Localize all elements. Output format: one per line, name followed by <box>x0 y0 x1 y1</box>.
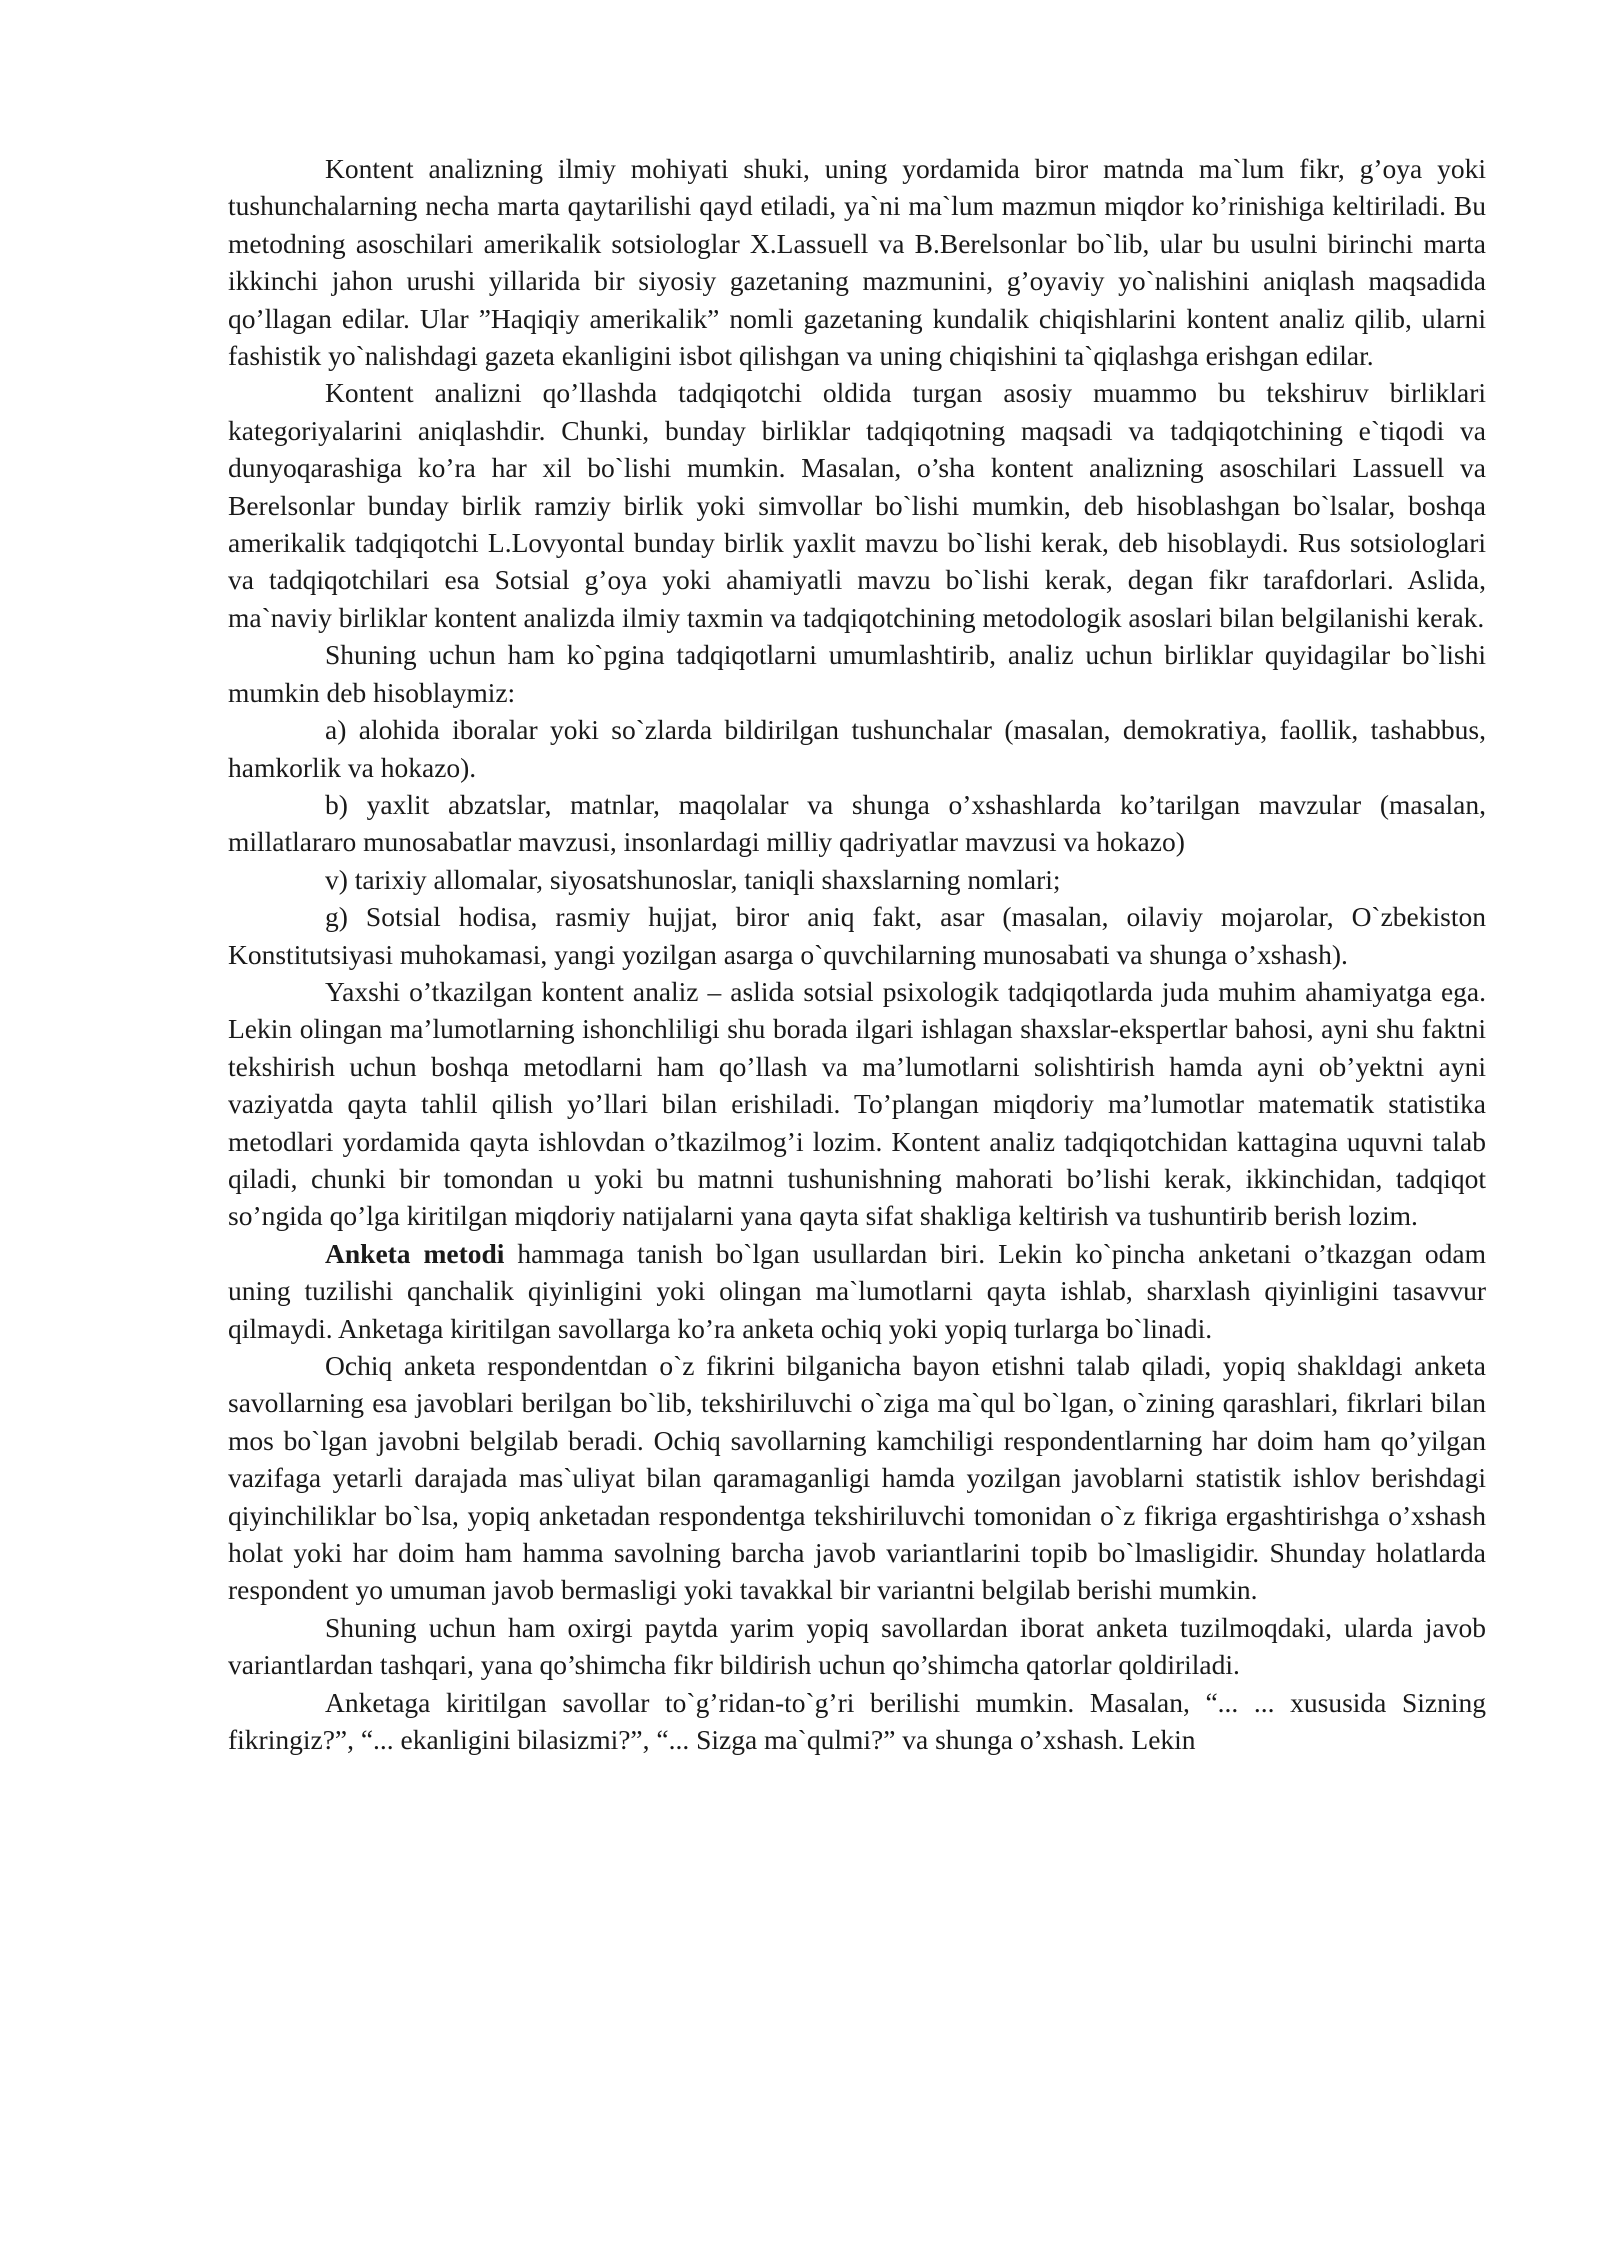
paragraph-content-analysis-essence: Kontent analizning ilmiy mohiyati shuki, uning yordamida biror matnda ma`lum fikr, g’oya yoki tushunchalarning necha marta qaytarilishi qayd etiladi, ya`ni ma`lum mazmun miqdor ko’rinishiga keltiriladi. Bu metodning asoschilari amerikalik sotsiologlar X.Lassuell va B.Berelsonlar bo`lib, ular bu usulni birinchi marta ikkinchi jahon urushi yillarida bir siyosiy gazetaning mazmunini, g’oyaviy yo`nalishini aniqlash maqsadida qo’llagan edilar. Ular ”Haqiqiy amerikalik” nomli gazetaning kundalik chiqishlarini kontent analiz qilib, ularni fashistik yo`nalishdagi gazeta ekanligini isbot qilishgan va uning chiqishini ta`qiqlashga erishgan edilar. <box>228 153 1486 372</box>
list-item-v: v) tarixiy allomalar, siyosatshunoslar, taniqli shaxslarning nomlari; <box>325 863 1061 895</box>
paragraph-questionnaire-method <box>228 1235 1486 1347</box>
paragraph-good-content-analysis: Yaxshi o’tkazilgan kontent analiz – aslida sotsial psixologik tadqiqotlarda juda muhim ahamiyatga ega. Lekin olingan ma’lumotlarning ishonchliligi shu borada ilgari ishlagan shaxslar-ekspertlar bahosi, ayni shu faktni tekshirish uchun boshqa metodlarni ham qo’llash va ma’lumotlarni solishtirish hamda ayni ob’yektni ayni vaziyatda qayta tahlil qilish yo’llari bilan erishiladi. To’plangan miqdoriy ma’lumotlar matematik statistika metodlari yordamida qayta ishlovdan o’tkazilmog’i lozim. Kontent analiz tadqiqotchidan kattagina uquvni talab qiladi, chunki bir tomondan u yoki bu matnni tushunishning mahorati bo’lishi kerak, ikkinchidan, tadqiqot so’ngida qo’lga kiritilgan miqdoriy natijalarni yana qayta sifat shakliga keltirish va tushuntirib berish lozim. <box>228 975 1486 1232</box>
paragraph-units-intro: Shuning uchun ham ko`pgina tadqiqotlarni umumlashtirib, analiz uchun birliklar quyidagilar bo`lishi mumkin deb hisoblaymiz: <box>228 639 1486 708</box>
document-page <box>228 150 1486 1758</box>
paragraph-semi-closed: Shuning uchun ham oxirgi paytda yarim yopiq savollardan iborat anketa tuzilmoqdaki, ularda javob variantlardan tashqari, yana qo’shimcha fikr bildirish uchun qo’shimcha qatorlar qoldiriladi. <box>228 1611 1486 1681</box>
paragraph-content-analysis-units: Kontent analizni qo’llashda tadqiqotchi oldida turgan asosiy muammo bu tekshiruv birliklari kategoriyalarini aniqlashdir. Chunki, bunday birliklar tadqiqotning maqsadi va tadqiqotchining e`tiqodi va dunyoqarashiga ko’ra har xil bo`lishi mumkin. Masalan, o’sha kontent analizning asoschilari Lassuell va Berelsonlar bunday birlik ramziy birlik yoki simvollar bo`lishi mumkin, deb hisoblashgan bo`lsalar, boshqa amerikalik tadqiqotchi L.Lovyontal bunday birlik yaxlit mavzu bo`lishi kerak, deb hisoblaydi. Rus sotsiologlari va tadqiqotchilari esa Sotsial g’oya yoki ahamiyatli mavzu bo`lishi kerak, degan fikr tarafdorlari. Aslida, ma`naviy birliklar kontent analizda ilmiy taxmin va tadqiqotchining metodologik asoslari bilan belgilanishi kerak. <box>228 377 1486 633</box>
list-item-a: a) alohida iboralar yoki so`zlarda bildirilgan tushunchalar (masalan, demokratiya, faollik, tashabbus, hamkorlik va hokazo). <box>228 714 1486 783</box>
questionnaire-method-term: Anketa metodi <box>325 1237 505 1269</box>
list-item-g: g) Sotsial hodisa, rasmiy hujjat, biror aniq fakt, asar (masalan, oilaviy mojarolar, O`zbekiston Konstitutsiyasi muhokamasi, yangi yozilgan asarga o`quvchilarning munosabati va shunga o’xshash). <box>228 901 1486 970</box>
list-item-b: b) yaxlit abzatslar, matnlar, maqolalar va shunga o’xshashlarda ko’tarilgan mavzular (masalan, millatlararo munosabatlar mavzusi, insonlardagi milliy qadriyatlar mavzusi va hokazo) <box>228 788 1486 858</box>
paragraph-open-questionnaire: Ochiq anketa respondentdan o`z fikrini bilganicha bayon etishni talab qiladi, yopiq shakldagi anketa savollarning esa javoblari berilgan bo`lib, tekshiriluvchi o`ziga ma`qul bo`lgan, o`zining qarashlari, fikrlari bilan mos bo`lgan javobni belgilab beradi. Ochiq savollarning kamchiligi respondentlarning har doim ham qo’yilgan vazifaga yetarli darajada mas`uliyat bilan qaramaganligi hamda yozilgan javoblarni statistik ishlov berishdagi qiyinchiliklar bo`lsa, yopiq anketadan respondentga tekshiriluvchi tomonidan o`z fikriga ergashtirishga o’xshash holat yoki har doim ham hamma savolning barcha javob variantlarini topib bo`lmasligidir. Shunday holatlarda respondent yo umuman javob bermasligi yoki tavakkal bir variantni belgilab berishi mumkin. <box>228 1350 1486 1606</box>
paragraph-direct-questions: Anketaga kiritilgan savollar to`g’ridan-to`g’ri berilishi mumkin. Masalan, “... ... xususida Sizning fikringiz?”, “... ekanligini bilasizmi?”, “... Sizga ma`qulmi?” va shunga o’xshash. Lekin <box>228 1686 1486 1756</box>
questionnaire-method-text: hammaga tanish bo`lgan usullardan biri. Lekin ko`pincha anketani o’tkazgan odam uning tuzilishi qanchalik qiyinligini yoki olingan ma`lumotlarni qayta ishlab, sharxlash qiyinligini tasavvur qilmaydi. Anketaga kiritilgan savollarga ko’ra anketa ochiq yoki yopiq turlarga bo`linadi. <box>228 1237 1486 1344</box>
